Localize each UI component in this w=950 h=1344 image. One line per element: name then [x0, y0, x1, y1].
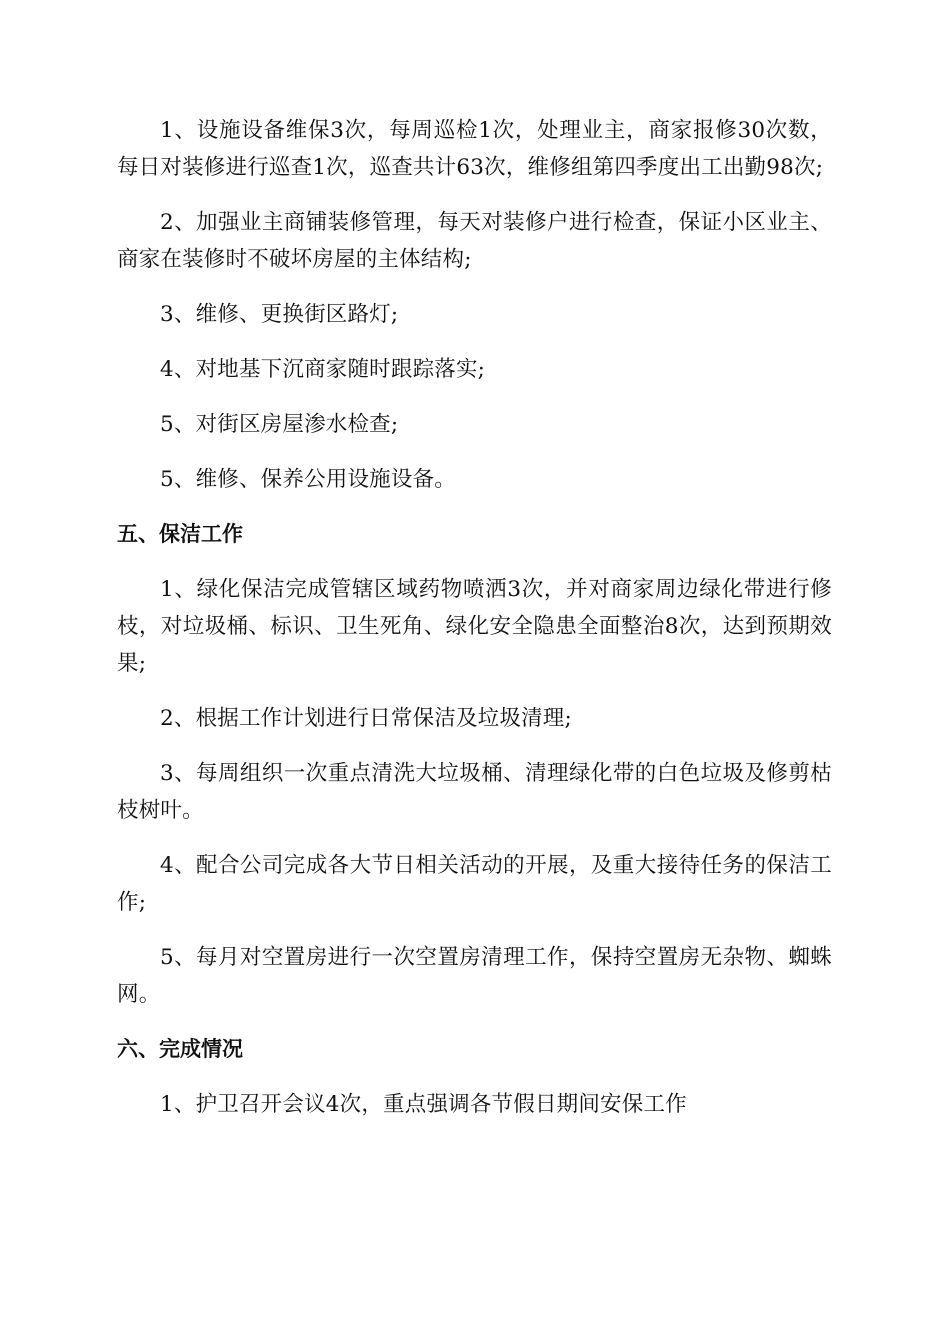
paragraph-item: 3、维修、更换街区路灯;: [160, 302, 399, 327]
paragraph-item: 5、每月对空置房进行一次空置房清理工作，保持空置房无杂物、蜘蛛网。: [117, 945, 832, 1007]
paragraph-item: 4、对地基下沉商家随时跟踪落实;: [160, 357, 486, 382]
paragraph-item: 1、设施设备维保3次，每周巡检1次，处理业主，商家报修30次数，每日对装修进行巡查1次，巡查共计63次，维修组第四季度出工出勤98次;: [117, 118, 832, 180]
paragraph-item: 4、配合公司完成各大节日相关活动的开展，及重大接待任务的保洁工作;: [117, 853, 832, 915]
section-heading: 六、完成情况: [117, 1037, 243, 1061]
paragraph-item: 2、加强业主商铺装修管理，每天对装修户进行检查，保证小区业主、商家在装修时不破坏房屋的主体结构;: [117, 210, 832, 272]
section-cleaning: [117, 516, 832, 1013]
paragraph-item: 5、维修、保养公用设施设备。: [160, 467, 456, 492]
paragraph-item: 2、根据工作计划进行日常保洁及垃圾清理;: [160, 706, 572, 731]
section-maintenance: [117, 112, 832, 498]
paragraph-item: 3、每周组织一次重点清洗大垃圾桶、清理绿化带的白色垃圾及修剪枯枝树叶。: [117, 761, 832, 823]
paragraph-item: 1、绿化保洁完成管辖区域药物喷洒3次，并对商家周边绿化带进行修枝，对垃圾桶、标识、卫生死角、绿化安全隐患全面整治8次，达到预期效果;: [117, 577, 832, 676]
paragraph-item: 5、对街区房屋渗水检查;: [160, 412, 399, 437]
section-heading: 五、保洁工作: [117, 522, 243, 546]
section-completion: [117, 1031, 832, 1123]
paragraph-item: 1、护卫召开会议4次，重点强调各节假日期间安保工作: [160, 1092, 687, 1117]
